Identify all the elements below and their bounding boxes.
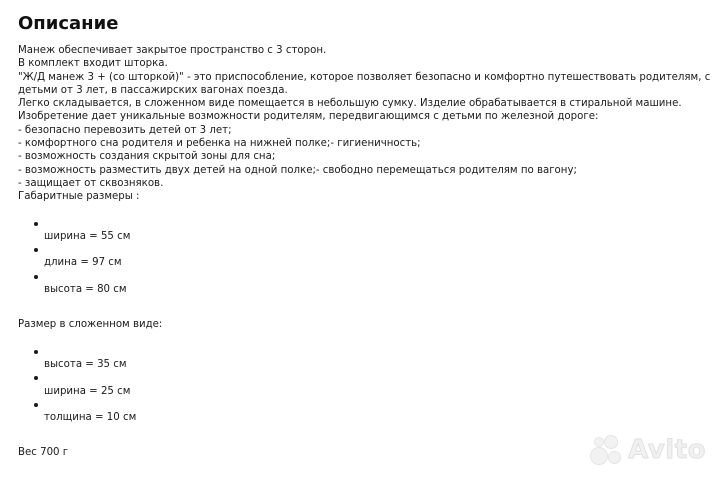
description-line: Легко складывается, в сложенном виде помещается в небольшую сумку. Изделие обрабатывается в стиральной машине.: [18, 98, 682, 110]
list-item: [18, 345, 714, 372]
description-line: - безопасно перевозить детей от 3 лет;: [18, 124, 232, 136]
description-line: В комплект входит шторка.: [18, 58, 168, 70]
bullet-dot-icon: [34, 222, 38, 226]
description-line: - возможность разместить двух детей на одной полке;- свободно перемещаться родителям по вагону;: [18, 164, 577, 176]
bullet-dot-icon: [34, 403, 38, 407]
list-item: [18, 243, 714, 270]
list-item: [18, 270, 714, 297]
dimension-value: высота = 80 см: [44, 284, 127, 296]
bullet-dot-icon: [34, 376, 38, 380]
list-item: [18, 398, 714, 425]
folded-size-value: высота = 35 см: [44, 358, 127, 370]
dimension-value: ширина = 55 см: [44, 230, 131, 242]
folded-size-list: [18, 345, 714, 425]
list-item: [18, 217, 714, 244]
bullet-dot-icon: [34, 275, 38, 279]
description-line: - защищает от сквозняков.: [18, 177, 164, 189]
dimensions-list: [18, 217, 714, 297]
avito-logo-icon: [588, 433, 622, 467]
description-line: "Ж/Д манеж 3 + (со шторкой)" - это приспособление, которое позволяет безопасно и комфортно путешествовать родителям, с детьми от 3 лет, в пассажирских вагонах поезда.: [18, 71, 711, 96]
bullet-dot-icon: [34, 248, 38, 252]
description-line: - комфортного сна родителя и ребенка на нижней полке;- гигиеничность;: [18, 138, 421, 150]
folded-size-label: Размер в сложенном виде:: [18, 319, 163, 331]
dimension-value: длина = 97 см: [44, 257, 122, 269]
dimensions-label: Габаритные размеры :: [18, 191, 140, 203]
description-body: [18, 44, 714, 460]
section-title: Описание: [18, 13, 119, 34]
description-line: - возможность создания скрытой зоны для сна;: [18, 151, 276, 163]
description-line: Манеж обеспечивает закрытое пространство с 3 сторон.: [18, 45, 327, 56]
folded-size-value: ширина = 25 см: [44, 385, 131, 397]
watermark-text: Avito: [628, 435, 706, 465]
folded-size-value: толщина = 10 см: [44, 412, 137, 424]
avito-watermark: [588, 433, 706, 467]
weight-text: Вес 700 г: [18, 447, 69, 459]
description-line: Изобретение дает уникальные возможности родителям, передвигающимся с детьми по железной дороге:: [18, 111, 599, 123]
list-item: [18, 371, 714, 398]
bullet-dot-icon: [34, 350, 38, 354]
